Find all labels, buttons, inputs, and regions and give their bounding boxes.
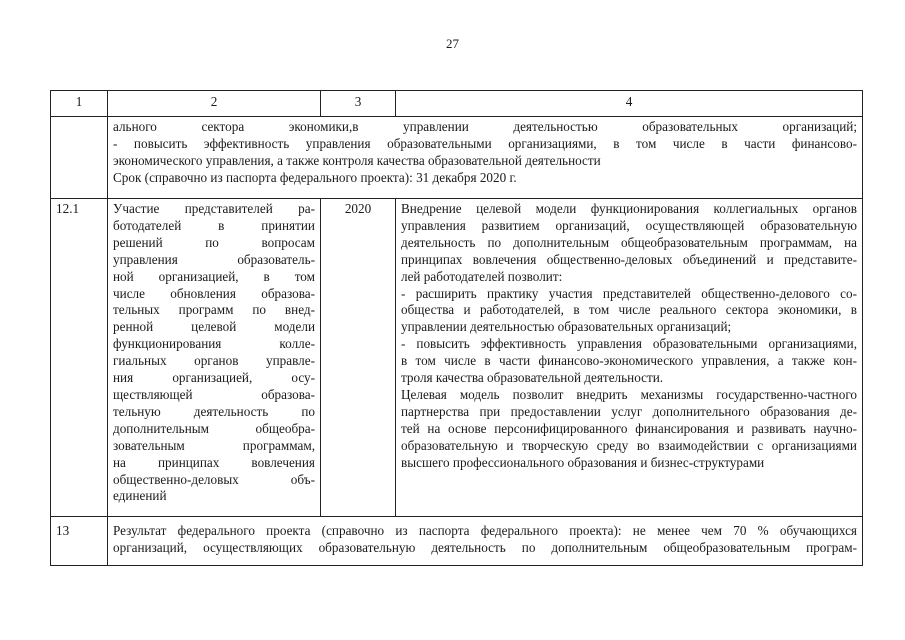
task-line: ной организацией, в том [113, 268, 315, 284]
description-line: лей работодателей позволит: [401, 268, 563, 284]
task-line: решений по вопросам [113, 234, 315, 250]
header-col-3: 3 [321, 91, 396, 117]
task-line: гиальных органов управле- [113, 353, 315, 369]
description-line: управлении деятельностью образовательных организаций; [401, 319, 732, 335]
task-line: тельных программ по внед- [113, 302, 315, 318]
description-line: Внедрение целевой модели функционирования коллегиальных органов [401, 201, 857, 216]
table-row-12-1 [51, 199, 863, 517]
header-col-4: 4 [396, 91, 863, 117]
description-line: образовательную и творческую среду во взаимодействии с организациями [401, 437, 857, 453]
continuation-row [51, 117, 863, 199]
description-line: высшего профессионального образования и бизнес-структурами [401, 454, 765, 470]
continuation-text-cell [108, 117, 863, 199]
description-line: в том числе в части финансово-экономического управления, а также кон- [401, 353, 857, 369]
page-number: 27 [446, 36, 459, 51]
header-col-1: 1 [51, 91, 108, 117]
task-line: единений [113, 488, 167, 504]
description-line: партнерства при предоставлении услуг дополнительного образования де- [401, 403, 857, 419]
description-line: троля качества образовательной деятельности. [401, 370, 664, 386]
task-line: управления образователь- [113, 251, 315, 267]
task-line: ботодателей в принятии [113, 217, 315, 233]
task-line: тельную деятельность по [113, 403, 315, 419]
continuation-number-cell [51, 117, 108, 199]
result-line: организаций, осуществляющих образовательную деятельность по дополнительным общеобразовательным програм- [113, 539, 857, 555]
continuation-line: экономического управления, а также контроля качества образовательной деятельности [113, 152, 601, 168]
description-line: общества и работодателей, в том числе реального сектора экономики, в [401, 302, 857, 318]
description-line: - расширить практику участия представителей общественно-делового со- [401, 285, 857, 301]
description-cell [396, 199, 863, 517]
continuation-deadline: Срок (справочно из паспорта федерального проекта): 31 декабря 2020 г. [113, 169, 517, 185]
continuation-line: ального сектора экономики,в управлении деятельностью образовательных организаций; [113, 119, 857, 134]
description-line: управления развитием организаций, осуществляющей образовательную [401, 217, 857, 233]
task-line: дополнительным общеобра- [113, 420, 315, 436]
table-row-13 [51, 517, 863, 566]
task-line: ренной целевой модели [113, 319, 315, 335]
description-line: Целевая модель позволит внедрить механизмы государственно-частного [401, 386, 857, 402]
description-line: деятельность по дополнительным общеобразовательным программам, на [401, 234, 857, 250]
task-line: зовательным программам, [113, 437, 315, 453]
description-line: - повысить эффективность управления образовательными организациями, [401, 336, 857, 352]
description-line: принципах вовлечения общественно-деловых объединений и представите- [401, 251, 857, 267]
header-col-2: 2 [108, 91, 321, 117]
row-number: 12.1 [51, 199, 108, 517]
task-line: ществляющей образова- [113, 386, 315, 402]
result-cell [108, 517, 863, 566]
task-line: общественно-деловых объ- [113, 471, 315, 487]
row-number: 13 [51, 517, 108, 566]
task-cell [108, 199, 321, 517]
plan-table [50, 90, 863, 566]
task-line: ния организацией, осу- [113, 370, 315, 386]
task-line: Участие представителей ра- [113, 201, 315, 216]
task-line: на принципах вовлечения [113, 454, 315, 470]
table-header-row [51, 91, 863, 117]
result-line: Результат федерального проекта (справочно из паспорта федерального проекта): не менее чем 70 % обучающихся [113, 523, 857, 538]
task-line: функционирования колле- [113, 336, 315, 352]
task-line: числе обновления образова- [113, 285, 315, 301]
year-cell: 2020 [321, 199, 396, 517]
continuation-line: - повысить эффективность управления образовательными организациями, в том числе в части финансово- [113, 135, 857, 151]
description-line: тей на основе персонифицированного финансирования и развивать научно- [401, 420, 857, 436]
